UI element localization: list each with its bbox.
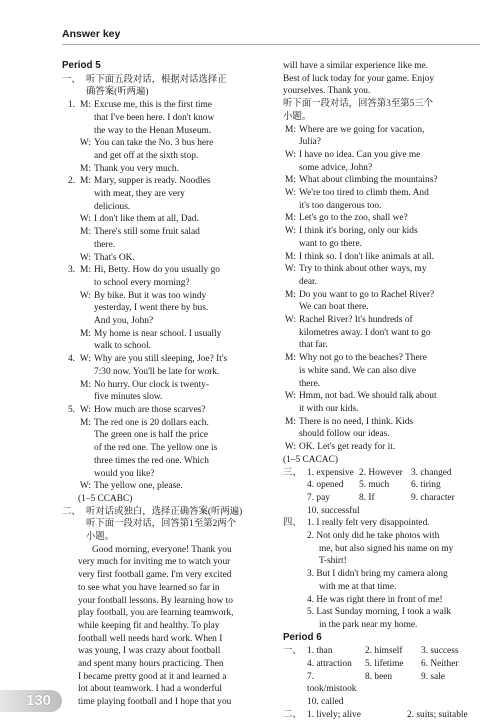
dialogue-text: What about climbing the mountains?	[299, 175, 438, 186]
answer-item: 9. character	[411, 492, 455, 503]
speaker: W:	[79, 404, 91, 415]
dialogue-line	[283, 187, 483, 212]
dialogue-number: 1.	[67, 100, 75, 111]
passage-line: football well needs hard work. When I	[78, 633, 223, 644]
speaker: W:	[284, 188, 296, 199]
dialogue-2-line	[62, 213, 272, 226]
sentence-answer-line: 1. I really felt very disappointed.	[307, 518, 430, 529]
speaker: W:	[284, 226, 296, 237]
dialogue-text: it with our kids.	[299, 403, 359, 414]
answer-item: 2. himself	[365, 646, 403, 657]
dialogue-text: yesterday, I went there by bus.	[94, 303, 209, 314]
speaker: W:	[284, 391, 296, 402]
dialogue-line	[283, 212, 483, 225]
dialogue-line	[283, 124, 483, 149]
answer-item: 7. pay	[307, 492, 330, 503]
answer-item: 7. took/mistook	[307, 671, 357, 695]
section-label: 二、	[283, 709, 302, 720]
dialogue-4-line	[62, 353, 272, 378]
dialogue-text: We're too tired to climb them. And	[299, 188, 429, 199]
passage-line: and spent many hours practicing. Then	[78, 659, 224, 670]
passage-end	[283, 60, 483, 98]
section-label: 四、	[283, 518, 302, 529]
passage-line: time playing football and I hope that you	[78, 697, 232, 708]
passage-line: Best of luck today for your game. Enjoy	[283, 73, 435, 84]
dialogue-1-line	[62, 99, 272, 137]
answer-line: (1–5 CCABC)	[78, 493, 133, 504]
section-4	[283, 517, 483, 631]
speaker: W:	[284, 264, 296, 275]
dialogue-line	[283, 390, 483, 415]
answer-item: 1. lively; alive	[307, 709, 361, 720]
dialogue-text: delicious.	[94, 201, 131, 212]
passage-line: your football lessons. By learning how to	[78, 595, 233, 606]
intro-line: 小题。	[283, 111, 312, 122]
period-5-heading: Period 5	[62, 60, 101, 71]
passage-line: lot about teamwork. I had a wonderful	[78, 684, 222, 695]
dialogue-text: How much are those scarves?	[94, 404, 206, 415]
passage-line: to see what you have learned so far in	[78, 582, 220, 593]
dialogue-text: want to go there.	[299, 238, 363, 249]
dialogue-text: I think it's boring, only our kids	[299, 226, 418, 237]
dialogue-text: Why are you still sleeping, Joe? It's	[94, 354, 228, 365]
dialogue-line	[283, 416, 483, 441]
dialogue-text: some advice, John?	[299, 162, 373, 173]
header-rule	[62, 44, 480, 45]
answer-item: 1. expensive	[307, 467, 354, 478]
page-header: Answer key	[62, 28, 121, 40]
speaker: M:	[80, 265, 91, 276]
vacation-dialogue	[283, 124, 483, 454]
speaker: M:	[80, 227, 91, 238]
section-3	[283, 467, 483, 518]
dialogue-text: walk to school.	[94, 341, 152, 352]
section-title-line: 听对话或独白，选择正确答案(听两遍)	[86, 506, 243, 517]
sentence-answer-line: 3. But I didn't bring my camera along	[307, 569, 448, 580]
dialogue-line	[283, 441, 483, 454]
dialogue-number: 3.	[67, 265, 75, 276]
dialogue-text: that far.	[299, 340, 328, 351]
speaker: W:	[79, 481, 91, 492]
speaker: W:	[79, 138, 91, 149]
answer-item: 6. Neither	[421, 659, 459, 670]
sentence-answer-line: T-shirt!	[319, 556, 347, 567]
period-6-section-1	[283, 645, 483, 709]
dialogue-text: I don't like them at all, Dad.	[94, 214, 199, 225]
answer-item: 1. than	[307, 646, 333, 657]
dialogue-text: There's still some fruit salad	[94, 227, 200, 238]
dialogue-text: three times the red one. Which	[94, 455, 209, 466]
dialogue-5-line	[62, 404, 272, 417]
section-label: 一、	[283, 646, 302, 657]
dialogue-text: Rachel River? It's hundreds of	[299, 315, 413, 326]
sentence-answer-line: me, but also signed his name on my	[319, 543, 454, 554]
section-4-answers	[307, 517, 483, 631]
dialogue-text: Try to think about other ways, my	[299, 264, 427, 275]
dialogue-number: 2.	[67, 176, 75, 187]
speaker: M:	[80, 328, 91, 339]
dialogue-text: would you like?	[94, 468, 155, 479]
dialogue-text: OK. Let's get ready for it.	[299, 442, 396, 453]
answer-item: 4. attraction	[307, 659, 352, 670]
section-title-line: 小题。	[86, 532, 115, 543]
dialogue-text: Do you want to go to Rachel River?	[299, 289, 435, 300]
dialogue-text: Where are we going for vacation,	[299, 124, 425, 135]
dialogue-text: is white sand. We can also dive	[299, 365, 417, 376]
speaker: W:	[79, 214, 91, 225]
dialogue-line	[283, 314, 483, 352]
dialogue-text: The green one is half the price	[94, 430, 209, 441]
answer-line: (1–5 CACAC)	[283, 454, 338, 465]
dialogue-line	[283, 289, 483, 314]
sentence-answer-line: 5. Last Sunday morning, I took a walk	[307, 607, 451, 618]
dialogue-text: with meat, they are very	[94, 189, 185, 200]
speaker: W:	[284, 315, 296, 326]
section-title-line: 确答案(听两遍)	[86, 87, 149, 98]
dialogue-number: 4.	[67, 354, 75, 365]
dialogue-text: Julia?	[299, 137, 321, 148]
passage-line: Good morning, everyone! Thank you	[92, 544, 232, 555]
dialogue-3-line	[62, 264, 272, 289]
dialogue-text: Thank you very much.	[94, 163, 179, 174]
speaker: M:	[285, 416, 296, 427]
speaker: M:	[285, 213, 296, 224]
speaker: W:	[79, 354, 91, 365]
dialogue-text: And you, John?	[94, 316, 154, 327]
answer-item: 6. tiring	[411, 480, 441, 491]
dialogue-number: 5.	[67, 404, 75, 415]
dialogue-text: there.	[94, 239, 116, 250]
dialogue-text: I think so. I don't like animals at all.	[299, 251, 434, 262]
dialogue-text: that I've been here. I don't know	[94, 112, 215, 123]
dialogue-text: The red one is 20 dollars each.	[94, 417, 209, 428]
sentence-answer-line: 4. He was right there in front of me!	[307, 594, 443, 605]
passage-line: play football, you are learning teamwork,	[78, 608, 234, 619]
dialogue-text: There is no need, I think. Kids	[299, 416, 414, 427]
speaker: M:	[80, 417, 91, 428]
dialogue-line	[283, 352, 483, 390]
dialogue-intro	[283, 98, 483, 123]
answer-item: 5. lifetime	[365, 659, 404, 670]
dialogue-line	[283, 149, 483, 174]
period-6-section-2	[283, 709, 483, 722]
passage-line: very first football game. I'm very excited	[78, 570, 232, 581]
dialogue-line	[283, 251, 483, 264]
passage-line: while keeping fit and healthy. To play	[78, 620, 220, 631]
answer-item: 2. However	[359, 467, 403, 478]
dialogue-text: and get off at the sixth stop.	[94, 150, 199, 161]
dialogue-text: the way to the Henan Museum.	[94, 125, 212, 136]
dialogue-text: Excuse me, this is the first time	[94, 100, 212, 111]
answer-item: 8. If	[359, 492, 375, 503]
answer-item: 5. much	[359, 480, 390, 491]
passage-line: I became pretty good at it and learned a	[78, 671, 227, 682]
dialogue-5-line	[62, 480, 272, 493]
answer-item: 3. changed	[411, 467, 452, 478]
dialogue-line	[283, 225, 483, 250]
speaker: W:	[79, 252, 91, 263]
dialogue-text: should follow our ideas.	[299, 429, 390, 440]
dialogue-text: Let's go to the zoo, shall we?	[299, 213, 408, 224]
dialogue-text: it's too dangerous too.	[299, 200, 382, 211]
dialogue-4-line	[62, 379, 272, 404]
dialogue-text: dear.	[299, 276, 317, 287]
sentence-answer-line: in the park near my home.	[319, 619, 418, 630]
dialogue-text: I have no idea. Can you give me	[299, 149, 421, 160]
speaker: W:	[79, 290, 91, 301]
dialogue-1-line	[62, 137, 272, 162]
dialogue-text: The yellow one, please.	[94, 481, 183, 492]
right-column	[283, 60, 483, 722]
dialogue-text: Hi, Betty. How do you usually go	[94, 265, 220, 276]
section-label: 三、	[283, 467, 302, 478]
dialogue-text: of the red one. The yellow one is	[94, 443, 218, 454]
passage-line: yourselves. Thank you.	[283, 86, 371, 97]
section-title-line: 听下面五段对话，根据对话选择正	[86, 74, 227, 85]
section-1-title	[62, 74, 272, 99]
dialogue-text: kilometres away. I don't want to go	[299, 327, 431, 338]
passage	[62, 544, 272, 709]
answer-item: 8. been	[365, 671, 393, 682]
dialogue-text: You can take the No. 3 bus here	[94, 138, 214, 149]
dialogue-1-line	[62, 163, 272, 176]
dialogue-line	[283, 174, 483, 187]
answer-item: 10. successful	[307, 505, 360, 516]
dialogue-text: We can boat there.	[299, 302, 369, 313]
dialogue-text: No hurry. Our clock is twenty-	[94, 379, 209, 390]
section-2-title	[62, 506, 272, 544]
speaker: M:	[285, 353, 296, 364]
speaker: W:	[284, 442, 296, 453]
left-column	[62, 60, 272, 709]
dialogue-line	[283, 263, 483, 288]
answer-item: 2. suits; suitable	[407, 709, 468, 720]
dialogue-3-line	[62, 290, 272, 328]
page-number-tab	[0, 690, 62, 712]
dialogue-2-line	[62, 175, 272, 213]
period-6-heading: Period 6	[283, 631, 322, 643]
page-number: 130	[26, 692, 52, 709]
dialogue-text: to school every morning?	[94, 277, 190, 288]
speaker: M:	[285, 251, 296, 262]
dialogue-text: My home is near school. I usually	[94, 328, 222, 339]
dialogue-text: five minutes slow.	[94, 392, 163, 403]
answer-item: 4. opened	[307, 480, 344, 491]
intro-line: 听下面一段对话，回答第3至第5三个	[283, 99, 434, 110]
speaker: M:	[285, 124, 296, 135]
answer-item: 9. sale	[421, 671, 445, 682]
dialogue-text: By bike. But it was too windy	[94, 290, 207, 301]
dialogue-3-line	[62, 328, 272, 353]
speaker: M:	[285, 289, 296, 300]
dialogue-text: 7:30 now. You'll be late for work.	[94, 366, 220, 377]
dialogue-2-line	[62, 226, 272, 251]
dialogue-5-line	[62, 417, 272, 481]
answer-item: 10. called	[307, 697, 344, 708]
dialogue-text: there.	[299, 378, 321, 389]
section-title-line: 听下面一段对话，回答第1至第2两个	[86, 519, 237, 530]
section-label: 二、	[62, 506, 81, 517]
speaker: M:	[80, 379, 91, 390]
sentence-answer-line: 2. Not only did he take photos with	[307, 531, 440, 542]
answer-item: 3. success	[421, 646, 459, 657]
speaker: W:	[284, 149, 296, 160]
speaker: M:	[80, 176, 91, 187]
dialogue-text: Mary, supper is ready. Noodles	[94, 176, 211, 187]
speaker: M:	[285, 175, 296, 186]
sentence-answer-line: with me at that time.	[319, 581, 397, 592]
dialogue-text: Hmm, not bad. We should talk about	[299, 391, 437, 402]
section-label: 一、	[62, 74, 81, 85]
dialogue-2-line	[62, 252, 272, 265]
speaker: M:	[80, 100, 91, 111]
passage-line: was young, I was crazy about football	[78, 646, 221, 657]
speaker: M:	[80, 163, 91, 174]
passage-line: will have a similar experience like me.	[283, 61, 428, 71]
dialogue-text: Why not go to the beaches? There	[299, 353, 427, 364]
passage-line: very much for inviting me to watch your	[78, 557, 231, 568]
dialogue-text: That's OK.	[94, 252, 135, 263]
